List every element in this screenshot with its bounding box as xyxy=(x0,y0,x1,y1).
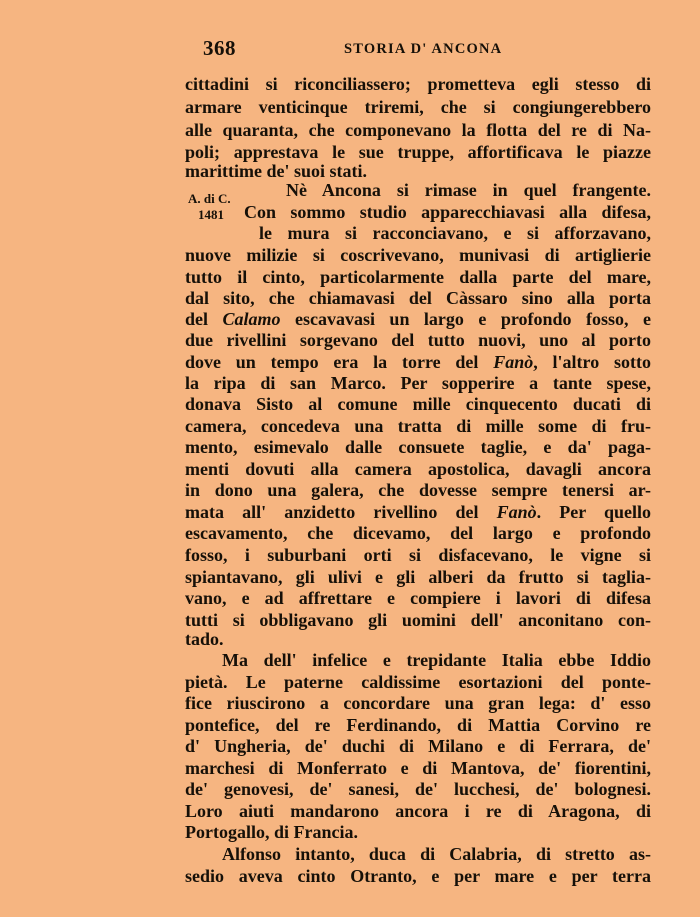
text-line: vano, e ad affrettare e compiere i lavori di difesa xyxy=(185,588,651,608)
text-line: due rivellini sorgevano del tutto nuovi, uno al porto xyxy=(185,330,651,350)
line-11-text: del Calamo escavavasi un largo e profondo fosso, e xyxy=(185,309,651,329)
text-line: cittadini si riconciliassero; prometteva egli stesso di xyxy=(185,74,651,94)
text-line: Nè Ancona si rimase in quel frangente. xyxy=(286,180,651,200)
text-line: spiantavano, gli ulivi e gli alberi da frutto si taglia- xyxy=(185,567,651,587)
text-line: escavamento, che dicevamo, del largo e profondo xyxy=(185,523,651,543)
text-line: pontefice, del re Ferdinando, di Mattia Corvino re xyxy=(185,715,651,735)
text-line: Con sommo studio apparecchiavasi alla difesa, xyxy=(244,202,651,222)
text-line: sedio aveva cinto Otranto, e per mare e per terra xyxy=(185,866,651,886)
text-line: tutti si obbligavano gli uomini dell' anconitano con- xyxy=(185,610,651,630)
text-line: la ripa di san Marco. Per sopperire a tante spese, xyxy=(185,373,651,393)
running-title: STORIA D' ANCONA xyxy=(344,41,503,57)
text-line: poli; apprestava le sue truppe, affortificava le piazze xyxy=(185,142,651,162)
text-line: tado. xyxy=(185,629,224,649)
running-head xyxy=(0,36,700,66)
text-line: fice riuscirono a concordare una gran lega: d' esso xyxy=(185,693,651,713)
text-line: le mura si racconciavano, e si afforzavano, xyxy=(259,223,651,243)
text-line: mento, esimevalo dalle consuete taglie, e da' paga- xyxy=(185,437,651,457)
text-line: fosso, i suburbani orti si disfacevano, le vigne si xyxy=(185,545,651,565)
text-line: dal sito, che chiamavasi del Càssaro sino alla porta xyxy=(185,288,651,308)
text-line: alle quaranta, che componevano la flotta del re di Na- xyxy=(185,120,651,140)
marginal-note-era: A. di C. xyxy=(188,191,231,206)
text-line: in dono una galera, che dovesse sempre tenersi ar- xyxy=(185,480,651,500)
text-line: pietà. Le paterne caldissime esortazioni del ponte- xyxy=(185,672,651,692)
page-number: 368 xyxy=(203,36,236,60)
text-line: Loro aiuti mandarono ancora i re di Aragona, di xyxy=(185,801,651,821)
text-line: tutto il cinto, particolarmente dalla parte del mare, xyxy=(185,267,651,287)
text-line: Portogallo, di Francia. xyxy=(185,822,358,842)
text-line: Ma dell' infelice e trepidante Italia ebbe Iddio xyxy=(222,650,651,670)
text-line: nuove milizie si coscrivevano, munivasi di artiglierie xyxy=(185,245,651,265)
marginal-note-year: 1481 xyxy=(198,207,224,222)
line-13-text: dove un tempo era la torre del Fanò, l'altro sotto xyxy=(185,352,651,372)
line-20-text: mata all' anzidetto rivellino del Fanò. Per quello xyxy=(185,502,651,522)
text-line: camera, concedeva una tratta di mille some di fru- xyxy=(185,416,651,436)
text-line: Alfonso intanto, duca di Calabria, di stretto as- xyxy=(222,844,651,864)
text-line: armare venticinque triremi, che si congiungerebbero xyxy=(185,97,651,117)
text-line: menti dovuti alla camera apostolica, davagli ancora xyxy=(185,459,651,479)
text-line: marittime de' suoi stati. xyxy=(185,161,367,181)
text-line: de' genovesi, de' sanesi, de' lucchesi, de' bolognesi. xyxy=(185,779,651,799)
text-line: donava Sisto al comune mille cinquecento ducati di xyxy=(185,394,651,414)
text-line: marchesi di Monferrato e di Mantova, de' fiorentini, xyxy=(185,758,651,778)
text-line: d' Ungheria, de' duchi di Milano e di Ferrara, de' xyxy=(185,736,651,756)
